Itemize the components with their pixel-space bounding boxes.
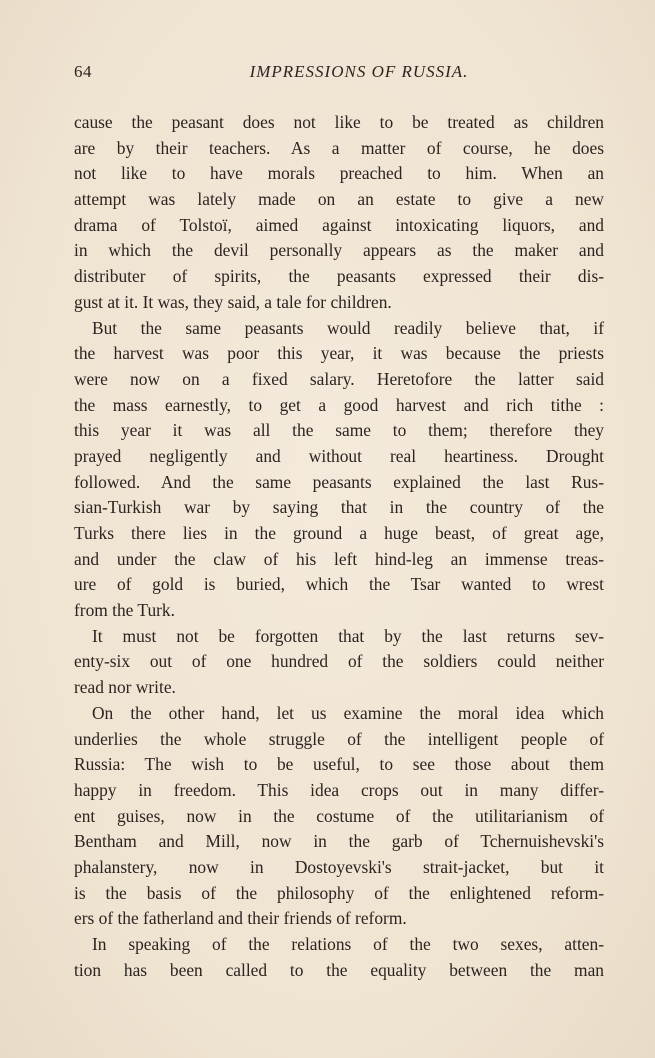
text-line: in which the devil personally appears as the maker and [74,240,604,261]
text-line: drama of Tolstoï, aimed against intoxicating liquors, and [74,214,604,235]
running-title: IMPRESSIONS OF RUSSIA. [249,62,469,81]
text-line: distributer of spirits, the peasants expressed their dis- [74,266,604,287]
text-line: the harvest was poor this year, it was because the priests [74,343,604,364]
text-line: tion has been called to the equality between the man [74,959,604,980]
text-line: Bentham and Mill, now in the garb of Tchernuishevski's [74,831,604,852]
paragraph-first-line: It must not be forgotten that by the last returns sev- [92,625,604,646]
page-header [74,62,604,88]
text-line: were now on a fixed salary. Heretofore the latter said [74,368,604,389]
page-number: 64 [74,62,92,81]
body-text [74,110,604,983]
text-line: cause the peasant does not like to be treated as children [74,112,604,132]
text-line: from the Turk. [74,600,175,621]
text-line: gust at it. It was, they said, a tale for children. [74,291,392,312]
text-line: attempt was lately made on an estate to give a new [74,189,604,210]
paragraph-first-line: But the same peasants would readily believe that, if [92,317,604,338]
paragraph-first-line: In speaking of the relations of the two sexes, atten- [92,934,604,954]
paragraph-first-line: On the other hand, let us examine the moral idea which [92,702,604,723]
text-line: not like to have morals preached to him. When an [74,163,604,184]
text-line: sian-Turkish war by saying that in the country of the [74,497,604,518]
text-line: are by their teachers. As a matter of course, he does [74,137,604,158]
text-line: prayed negligently and without real heartiness. Drought [74,445,604,466]
text-line: is the basis of the philosophy of the enlightened reform- [74,882,604,903]
text-line: this year it was all the same to them; therefore they [74,420,604,441]
text-line: read nor write. [74,677,176,698]
text-line: the mass earnestly, to get a good harvest and rich tithe : [74,394,604,415]
text-line: happy in freedom. This idea crops out in many differ- [74,779,604,800]
text-line: ers of the fatherland and their friends of reform. [74,908,407,929]
text-line: Turks there lies in the ground a huge beast, of great age, [74,523,604,543]
text-line: Russia: The wish to be useful, to see those about them [74,754,604,775]
text-line: ent guises, now in the costume of the utilitarianism of [74,805,604,826]
text-line: ure of gold is buried, which the Tsar wanted to wrest [74,574,604,595]
text-line: and under the claw of his left hind-leg an immense treas- [74,548,604,569]
text-line: underlies the whole struggle of the intelligent people of [74,728,604,749]
text-line: phalanstery, now in Dostoyevski's strait-jacket, but it [74,856,604,877]
text-line: followed. And the same peasants explained the last Rus- [74,471,604,492]
text-line: enty-six out of one hundred of the soldiers could neither [74,651,604,672]
